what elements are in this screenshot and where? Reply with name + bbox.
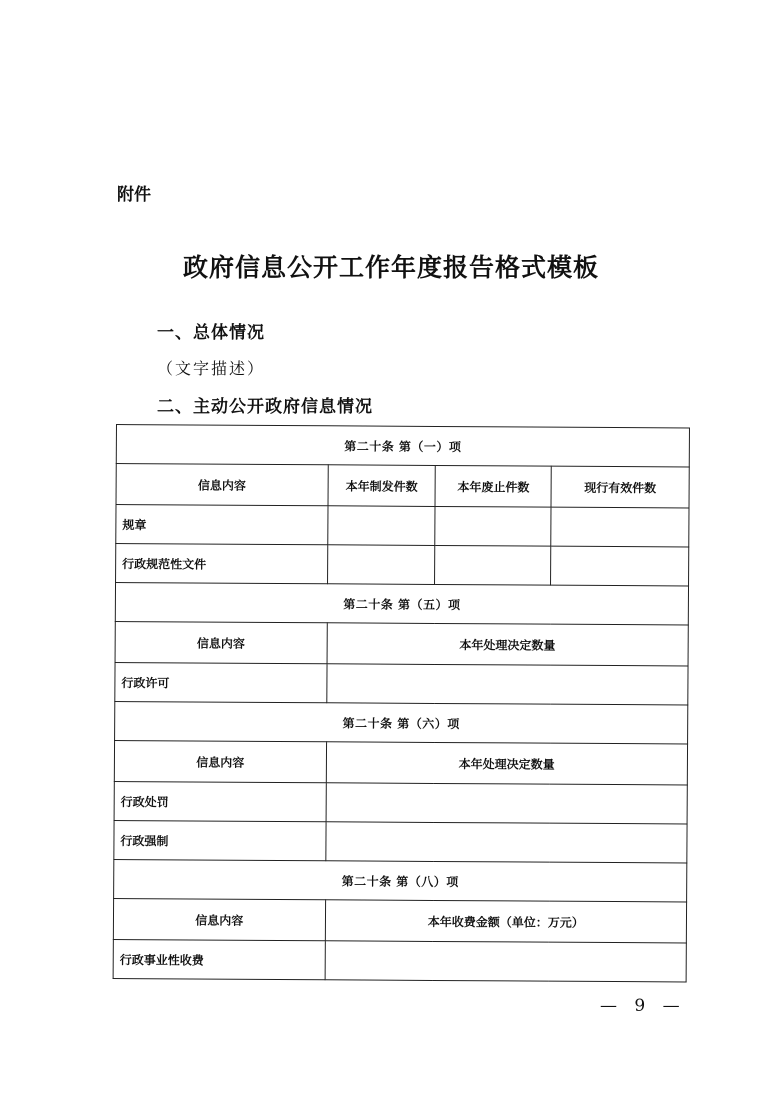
group1-col-issued: 本年制发件数 [328, 465, 436, 507]
empty-cell [325, 941, 687, 982]
table-row [114, 820, 687, 862]
section1-heading: 一、总体情况 [157, 323, 265, 343]
row-label: 行政规范性文件 [116, 544, 328, 584]
empty-cell [551, 507, 689, 547]
group2-header-row [115, 621, 688, 665]
attachment-label: 附件 [117, 185, 151, 205]
group1-col-valid: 现行有效件数 [551, 466, 689, 508]
group2-title: 第二十条 第（五）项 [115, 583, 688, 625]
row-label: 行政强制 [114, 820, 326, 860]
group2-title-row [115, 583, 688, 625]
group4-col-fees: 本年收费金额（单位：万元） [325, 900, 687, 943]
group4-title-row [114, 859, 687, 901]
group3-header-row [114, 740, 687, 784]
group2-col-decisions: 本年处理决定数量 [327, 623, 689, 666]
empty-cell [551, 546, 689, 586]
group1-col-content: 信息内容 [116, 464, 328, 506]
group3-title: 第二十条 第（六）项 [115, 701, 688, 743]
group4-header-row [113, 898, 686, 942]
group1-title-row [116, 425, 689, 467]
group3-col-content: 信息内容 [114, 740, 326, 782]
table-row [116, 505, 689, 547]
group3-title-row [115, 701, 688, 743]
empty-cell [326, 664, 688, 705]
empty-cell [435, 506, 551, 546]
empty-cell [325, 822, 687, 863]
section2-heading: 二、主动公开政府信息情况 [157, 397, 373, 417]
group1-title: 第二十条 第（一）项 [116, 425, 689, 467]
page-number: — 9 — [600, 996, 686, 1016]
group1-col-repealed: 本年废止件数 [435, 465, 551, 507]
group3-col-decisions: 本年处理决定数量 [326, 742, 688, 785]
row-label: 行政许可 [115, 662, 327, 702]
row-label: 行政事业性收费 [113, 939, 325, 979]
group4-col-content: 信息内容 [113, 898, 325, 940]
group1-header-row [116, 464, 689, 508]
table-row [114, 781, 687, 823]
disclosure-table [113, 424, 690, 982]
table-row [116, 544, 689, 586]
section1-description: （文字描述） [157, 359, 266, 378]
row-label: 行政处罚 [114, 781, 326, 821]
empty-cell [327, 545, 435, 585]
table-row [115, 662, 688, 704]
group4-title: 第二十条 第（八）项 [114, 859, 687, 901]
page-title: 政府信息公开工作年度报告格式模板 [182, 253, 599, 282]
empty-cell [326, 783, 688, 824]
row-label: 规章 [116, 505, 328, 545]
empty-cell [327, 506, 435, 546]
table-row [113, 939, 686, 981]
empty-cell [435, 545, 551, 585]
group2-col-content: 信息内容 [115, 621, 327, 663]
